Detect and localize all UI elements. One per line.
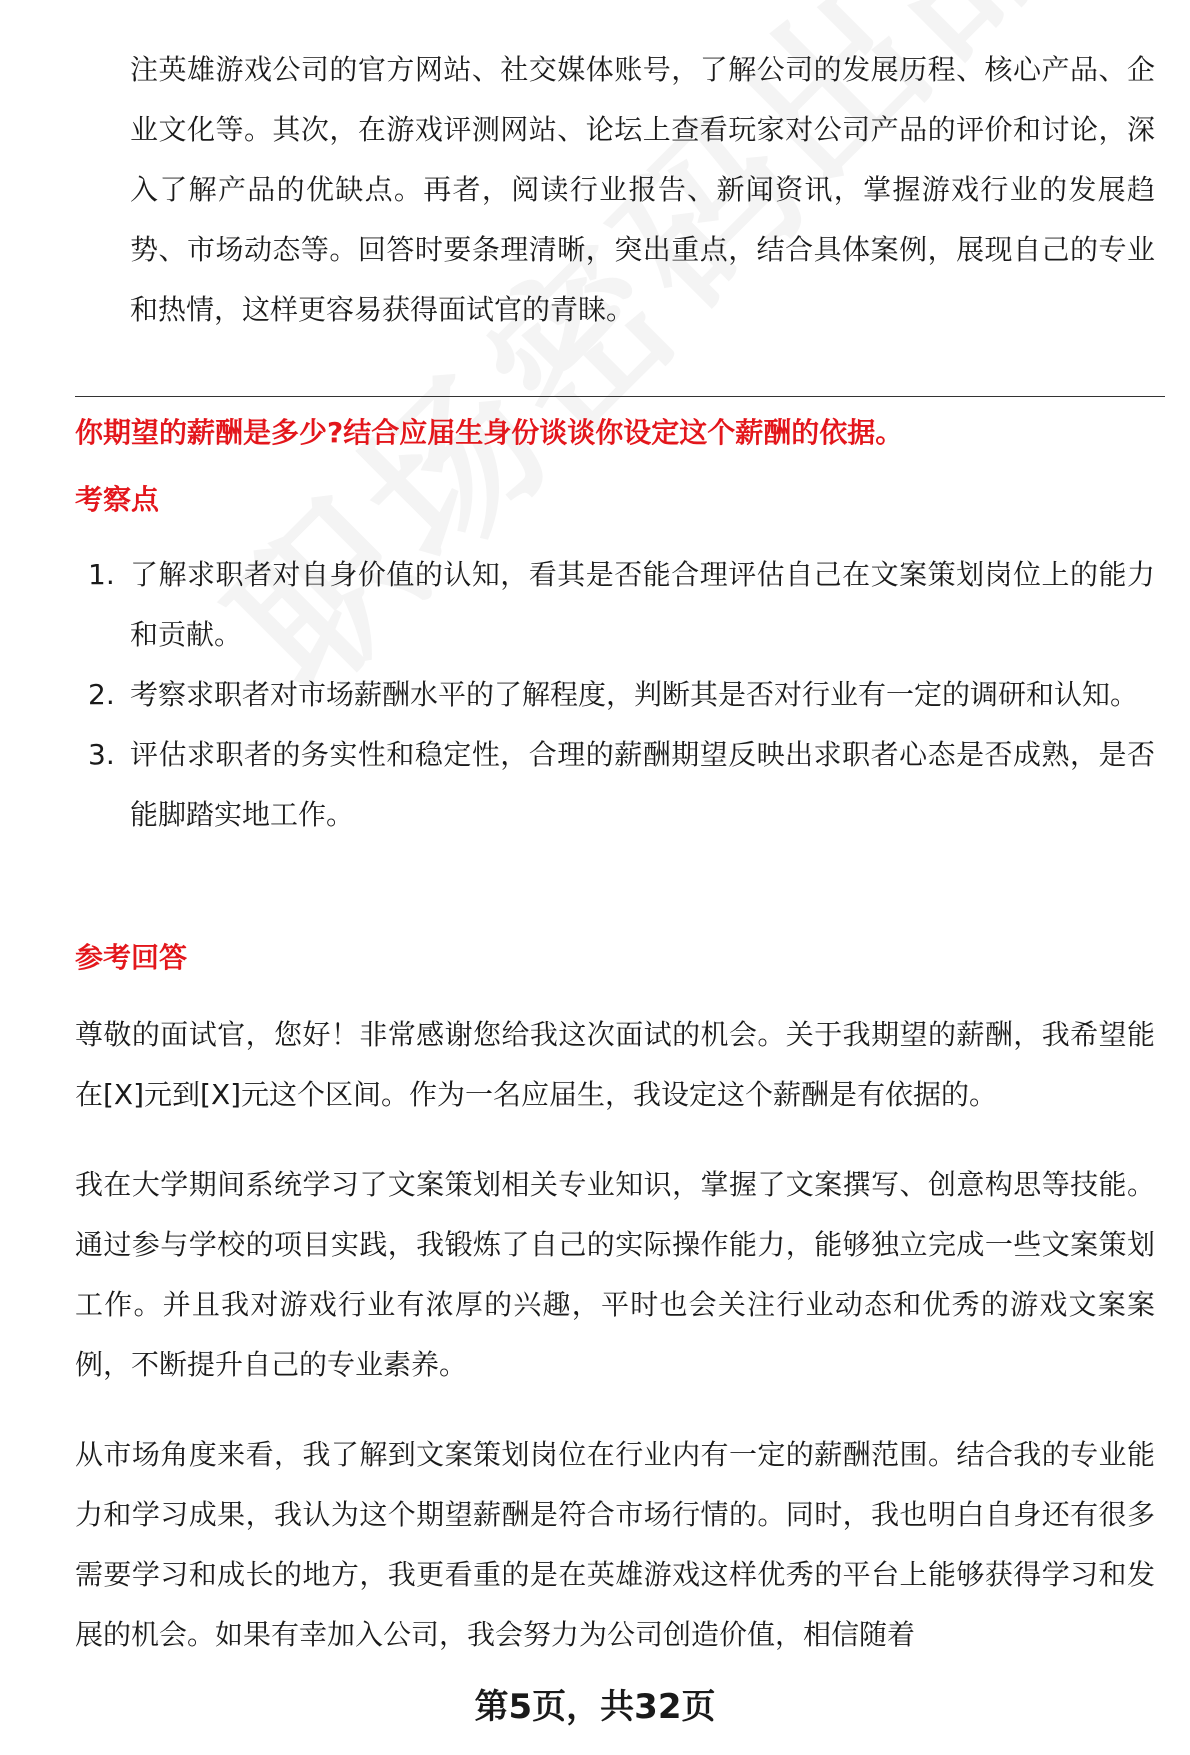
list-item-text: 了解求职者对自身价值的认知，看其是否能合理评估自己在文案策划岗位上的能力和贡献。 xyxy=(130,558,1155,651)
points-title: 考察点 xyxy=(75,483,160,516)
list-item-text: 评估求职者的务实性和稳定性，合理的薪酬期望反映出求职者心态是否成熟，是否能脚踏实地工作。 xyxy=(130,738,1155,831)
list-item-number: 3. xyxy=(88,738,115,771)
section-divider xyxy=(75,396,1165,397)
answer-title: 参考回答 xyxy=(75,941,188,974)
list-item-number: 1. xyxy=(88,558,115,591)
intro-paragraph: 注英雄游戏公司的官方网站、社交媒体账号，了解公司的发展历程、核心产品、企业文化等。其次，在游戏评测网站、论坛上查看玩家对公司产品的评价和讨论，深入了解产品的优缺点。再者，阅读行业报告、新闻资讯，掌握游戏行业的发展趋势、市场动态等。回答时要条理清晰，突出重点，结合具体案例，展现自己的专业和热情，这样更容易获得面试官的青睐。 xyxy=(130,53,1155,326)
list-item xyxy=(75,665,1155,725)
list-item-text: 考察求职者对市场薪酬水平的了解程度，判断其是否对行业有一定的调研和认知。 xyxy=(130,678,1139,711)
question-heading: 你期望的薪酬是多少?结合应届生身份谈谈你设定这个薪酬的依据。 xyxy=(75,416,904,449)
answer-paragraph: 我在大学期间系统学习了文案策划相关专业知识，掌握了文案撰写、创意构思等技能。通过参与学校的项目实践，我锻炼了自己的实际操作能力，能够独立完成一些文案策划工作。并且我对游戏行业有浓厚的兴趣，平时也会关注行业动态和优秀的游戏文案案例，不断提升自己的专业素养。 xyxy=(75,1168,1155,1381)
list-item xyxy=(75,725,1155,845)
points-list xyxy=(75,545,1155,845)
list-item-number: 2. xyxy=(88,678,115,711)
list-item xyxy=(75,545,1155,665)
page-number: 第5页，共32页 xyxy=(474,1687,716,1727)
answer-paragraph: 尊敬的面试官，您好！非常感谢您给我这次面试的机会。关于我期望的薪酬，我希望能在[X]元到[X]元这个区间。作为一名应届生，我设定这个薪酬是有依据的。 xyxy=(75,1018,1155,1111)
answer-paragraph: 从市场角度来看，我了解到文案策划岗位在行业内有一定的薪酬范围。结合我的专业能力和学习成果，我认为这个期望薪酬是符合市场行情的。同时，我也明白自身还有很多需要学习和成长的地方，我更看重的是在英雄游戏这样优秀的平台上能够获得学习和发展的机会。如果有幸加入公司，我会努力为公司创造价值，相信随着 xyxy=(75,1438,1155,1651)
